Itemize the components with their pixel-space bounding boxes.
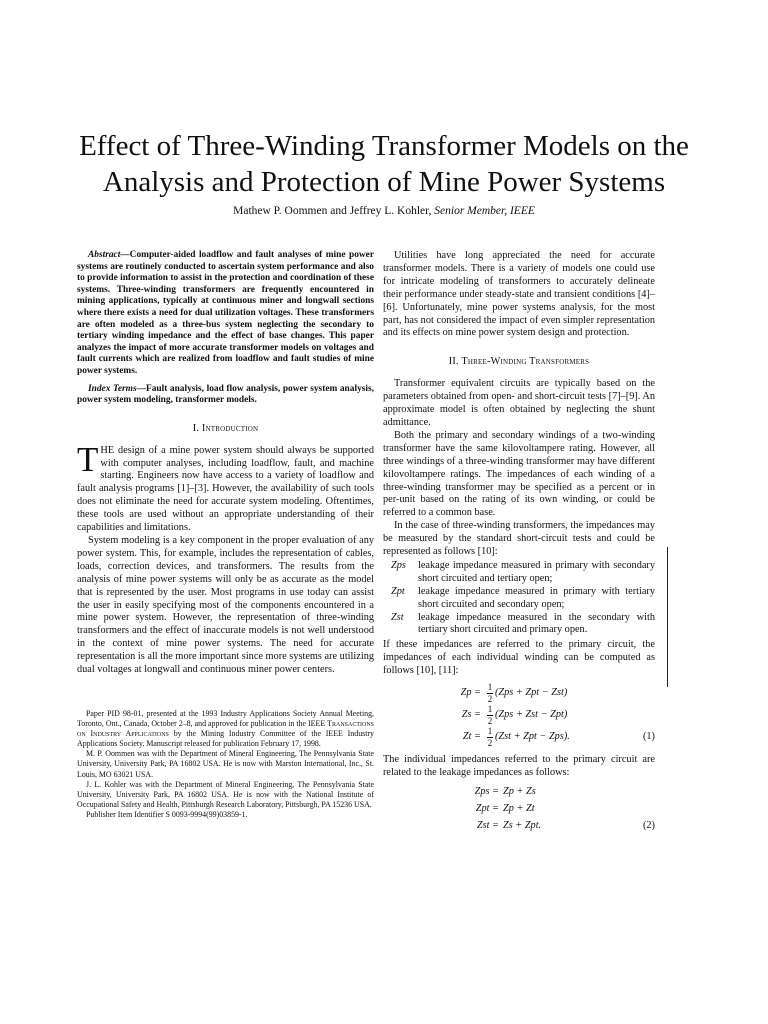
definition-row — [383, 586, 655, 612]
section-heading-three-winding: II. Three-Winding Transformers — [448, 356, 590, 368]
impedance-definitions — [383, 560, 655, 637]
equation-line — [383, 801, 655, 818]
first-page-footnote — [77, 709, 374, 820]
fraction-half — [487, 683, 493, 704]
footnote-paper-info-b: by the Mining Industry Committee of the IEEE Industry Applications Society. Manuscript released for publication February 17, 1998. — [77, 729, 374, 749]
equation-rhs: Zs + Zpt. — [503, 819, 542, 831]
fraction-numerator: 1 — [487, 703, 493, 714]
definition-term: Zst — [391, 611, 404, 623]
intro-paragraph-2: System modeling is a key component in the proper evaluation of any power system. This, for example, includes the representation of cables, loads, correction devices, and transformers. The results from the analysis of mine power systems will only be as accurate as the model that is represented by the user. Most programs in use today can assist the user in easily specifying most of the components encountered in a mine power system. However, the representation of three-winding transformers and the effect of inaccurate models is not well understood in the context of mine power systems. The need for accurate representation is all the more important since more systems are utilizing dual voltages at longwall and continuous miner power centers. — [77, 534, 374, 676]
author-line — [40, 204, 728, 218]
footnote-paper-info-a: Paper PID 98-01, presented at the 1993 Industry Applications Society Annual Meeting, Toronto, Ont., Canada, October 2–8, and approved for publication in the IEEE — [77, 708, 374, 729]
footnote-author-oommen: M. P. Oommen was with the Department of Mineral Engineering, The Pennsylvania State University, University Park, PA 16802 USA. He is now with Marston International, Inc., St. Louis, MO 63021 USA. — [77, 749, 374, 779]
abstract-lead: Abstract — [88, 250, 121, 260]
index-terms-lead: Index Terms — [88, 383, 137, 394]
equation-number: (2) — [642, 819, 655, 831]
author-membership: Senior Member, IEEE — [434, 205, 535, 217]
drop-cap: T — [77, 439, 99, 479]
equation-line — [383, 682, 655, 704]
index-terms — [77, 384, 374, 407]
index-terms-text: —Fault analysis, load flow analysis, power system analysis, power system modeling, transformer models. — [77, 383, 375, 406]
equation-line — [383, 784, 655, 801]
section2-paragraph-1: Transformer equivalent circuits are typically based on the parameters obtained from open- and short-circuit tests [7]–[9]. An approximate model is often obtained by neglecting the shunt admittance. — [383, 378, 655, 428]
intro-paragraph-3: Utilities have long appreciated the need for accurate transformer models. There is a variety of models one could use for intricate modeling of transformers to accurately delineate their performance under steady-state and transient conditions [4]–[6]. Unfortunately, mine power systems analysis, for the most part, has not considered the impact of even simpler representation and its effects on mine power system design and protection. — [383, 250, 655, 339]
equation-rhs: (Zps + Zpt − Zst) — [495, 686, 568, 698]
definition-row — [383, 560, 655, 586]
fraction-denominator: 2 — [487, 737, 493, 748]
title-line-2: Analysis and Protection of Mine Power Systems — [102, 166, 666, 198]
equation-2 — [383, 784, 655, 835]
definition-row — [383, 612, 655, 638]
equation-line — [383, 726, 655, 748]
right-column — [383, 250, 655, 841]
paper-title — [40, 128, 728, 200]
equation-rhs: Zp + Zs — [503, 785, 536, 797]
section2-paragraph-4: If these impedances are referred to the primary circuit, the impedances of each individual winding can be computed as follows [10], [11]: — [383, 639, 655, 677]
definition-desc: leakage impedance measured in primary with secondary short circuited and tertiary open; — [418, 559, 655, 584]
equation-lhs: Zpt = — [475, 802, 499, 814]
definition-desc: leakage impedance measured in primary with tertiary short circuited and secondary open; — [418, 585, 655, 610]
equation-lhs: Zst = — [476, 819, 499, 831]
intro-paragraph-1 — [77, 439, 374, 535]
equation-1 — [383, 682, 655, 748]
fraction-half — [487, 727, 493, 748]
author-names: Mathew P. Oommen and Jeffrey L. Kohler, — [233, 205, 432, 217]
section-heading-introduction: I. Introduction — [192, 422, 259, 434]
equation-number: (1) — [642, 730, 655, 742]
footnote-publisher-id: Publisher Item Identifier S 0093-9994(99)03859-1. — [86, 809, 248, 819]
definition-desc: leakage impedance measured in the secondary with tertiary short circuited and primary open. — [418, 611, 655, 636]
fraction-half — [487, 705, 493, 726]
equation-lhs: Zps = — [474, 785, 499, 797]
fraction-numerator: 1 — [487, 725, 493, 736]
fraction-numerator: 1 — [487, 681, 493, 692]
footnote-author-kohler: J. L. Kohler was with the Department of Mineral Engineering, The Pennsylvania State University, University Park, PA 16802 USA. He is now with the National Institute of Occupational Safety and Health, Pittsburgh Research Laboratory, Pittsburgh, PA 15236 USA. — [77, 779, 374, 809]
equation-rhs: Zp + Zt — [503, 802, 535, 814]
fraction-denominator: 2 — [487, 715, 493, 726]
equation-rhs: (Zps + Zst − Zpt) — [495, 708, 568, 720]
footnote-paper-info — [77, 709, 374, 749]
abstract — [77, 250, 374, 378]
equation-lhs: Zp = — [460, 686, 481, 698]
section2-paragraph-3: In the case of three-winding transformers, the impedances may be measured by the standard short-circuit tests and could be represented as follows [10]: — [383, 520, 655, 558]
equation-rhs: (Zst + Zpt − Zps). — [495, 730, 570, 742]
definition-term: Zps — [391, 559, 406, 571]
footnote-journal: Transactions on Industry Applications — [77, 719, 374, 739]
equation-line — [383, 704, 655, 726]
title-line-1: Effect of Three-Winding Transformer Models on the — [79, 130, 689, 162]
definition-term: Zpt — [391, 585, 405, 597]
left-column — [77, 250, 374, 820]
equation-line — [383, 818, 655, 835]
equation-lhs: Zt = — [462, 730, 481, 742]
fraction-denominator: 2 — [487, 693, 493, 704]
margin-rule — [667, 547, 668, 687]
section2-paragraph-2: Both the primary and secondary windings of a two-winding transformer have the same kilovoltampere rating. However, all three windings of a three-winding transformer may have different kilovoltampere ratings. The impedances of each winding of a three-winding transformer may be specified as a percent or in per-unit based on the rating of its own winding, or could be referred to a common base. — [383, 429, 655, 519]
intro-paragraph-1-text: HE design of a mine power system should always be supported with computer analyses, including loadflow, fault, and machine starting. Engineers now have access to a variety of loadflow and fault analysis programs [1]–[3]. However, the availability of such tools does not eliminate the need for accurate system modeling. Oftentimes, these tools are used without an appropriate understanding of their capabilities and limitations. — [77, 444, 374, 534]
equation-lhs: Zs = — [461, 708, 481, 720]
abstract-text: —Computer-aided loadflow and fault analyses of mine power systems are routinely conducted to ascertain system performance and also to provide information to assist in the protection and coordination of these systems. Three-winding transformers are frequently encountered in mining applications, typically at continuous miner and longwall sections where there exists a need for dual utilization voltages. These transformers are often modeled as a three-bus system neglecting the secondary to tertiary winding impedance and the effect of base changes. This paper analyzes the impact of more accurate transformer models on voltages and fault currents which are realized from loadflow and fault studies of mine power systems. — [77, 250, 374, 376]
section2-paragraph-5: The individual impedances referred to the primary circuit are related to the leakage impedances as follows: — [383, 754, 655, 778]
